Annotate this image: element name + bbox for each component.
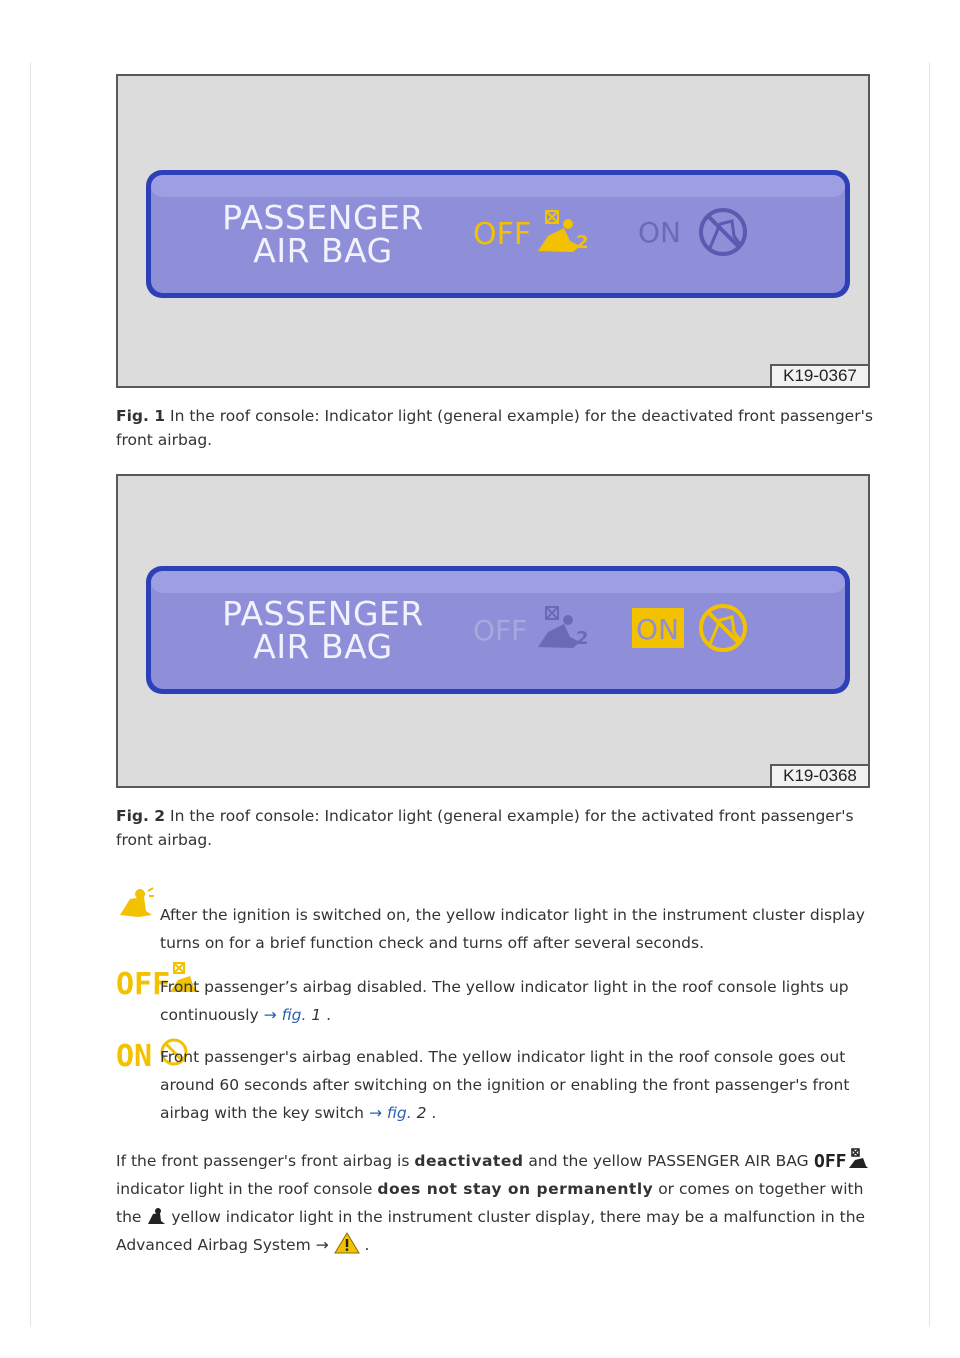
panel-line2: AIR BAG	[253, 231, 393, 270]
emphasis-deactivated: deactivated	[414, 1152, 524, 1170]
off-indicator-label: OFF	[473, 217, 532, 252]
emphasis-not-permanent: does not stay on permanently	[377, 1180, 654, 1198]
caption-label: Fig. 1	[116, 407, 166, 425]
right-margin-rule	[929, 62, 930, 1327]
figure-2-number: 2	[416, 1104, 427, 1122]
roof-console-illustration-1	[118, 76, 868, 386]
roof-console-illustration-2	[118, 476, 868, 786]
caption-label: Fig. 2	[116, 807, 166, 825]
panel-line1: PASSENGER	[222, 198, 424, 237]
item-end: .	[326, 1006, 332, 1024]
inline-airbag-off-icon	[814, 1148, 868, 1170]
figure-1	[116, 74, 870, 388]
figure-1-caption	[116, 404, 876, 452]
item-end: .	[431, 1104, 437, 1122]
caption-text: In the roof console: Indicator light (general example) for the deactivated front passenger's front airbag.	[116, 407, 873, 449]
svg-text:2: 2	[576, 628, 589, 649]
item-airbag-enabled	[160, 1043, 875, 1127]
figure-2-caption	[116, 804, 876, 852]
arrow-icon: →	[315, 1236, 329, 1254]
on-indicator-label: ON	[636, 613, 679, 646]
on-indicator-label: ON	[638, 216, 681, 249]
left-margin-rule	[30, 62, 31, 1327]
svg-text:ON: ON	[116, 1039, 153, 1072]
svg-text:OFF: OFF	[813, 1151, 847, 1170]
figure-code: K19-0368	[770, 764, 870, 788]
svg-text:2: 2	[576, 232, 589, 253]
panel-line2: AIR BAG	[253, 627, 393, 666]
off-indicator-label: OFF	[473, 614, 528, 647]
item-airbag-disabled	[160, 973, 875, 1029]
svg-text:OFF: OFF	[116, 967, 171, 1000]
item-text: After the ignition is switched on, the yellow indicator light in the instrument cluster display turns on for a brief function check and turns off after several seconds.	[160, 906, 865, 952]
arrow-icon: →	[263, 1006, 277, 1024]
figure-1-link[interactable]: fig.	[281, 1006, 307, 1024]
item-text: Front passenger’s airbag disabled. The yellow indicator light in the roof console lights up continuously	[160, 978, 849, 1024]
warning-triangle-icon[interactable]	[334, 1232, 360, 1254]
malfunction-paragraph: If the front passenger's front airbag is deactivated and the yellow PASSENGER AIR BAG OFF indicator light in the roof console does not stay on permanently or comes on together with the yellow indicator light in the instrument cluster display, there may be a malfunction in the Advanced Airbag System → .	[116, 1147, 876, 1259]
item-text: Front passenger's airbag enabled. The yellow indicator light in the roof console goes out around 60 seconds after switching on the ignition or enabling the front passenger's front airbag with the key switch	[160, 1048, 850, 1122]
inline-airbag-warning-icon	[146, 1206, 166, 1226]
arrow-icon: →	[368, 1104, 382, 1122]
caption-text: In the roof console: Indicator light (general example) for the activated front passenger's front airbag.	[116, 807, 854, 849]
figure-2	[116, 474, 870, 788]
figure-1-number: 1	[311, 1006, 322, 1024]
panel-line1: PASSENGER	[222, 594, 424, 633]
item-ignition-check	[160, 901, 875, 957]
figure-code: K19-0367	[770, 364, 870, 388]
figure-2-link[interactable]: fig.	[386, 1104, 412, 1122]
airbag-warning-icon	[116, 885, 156, 921]
